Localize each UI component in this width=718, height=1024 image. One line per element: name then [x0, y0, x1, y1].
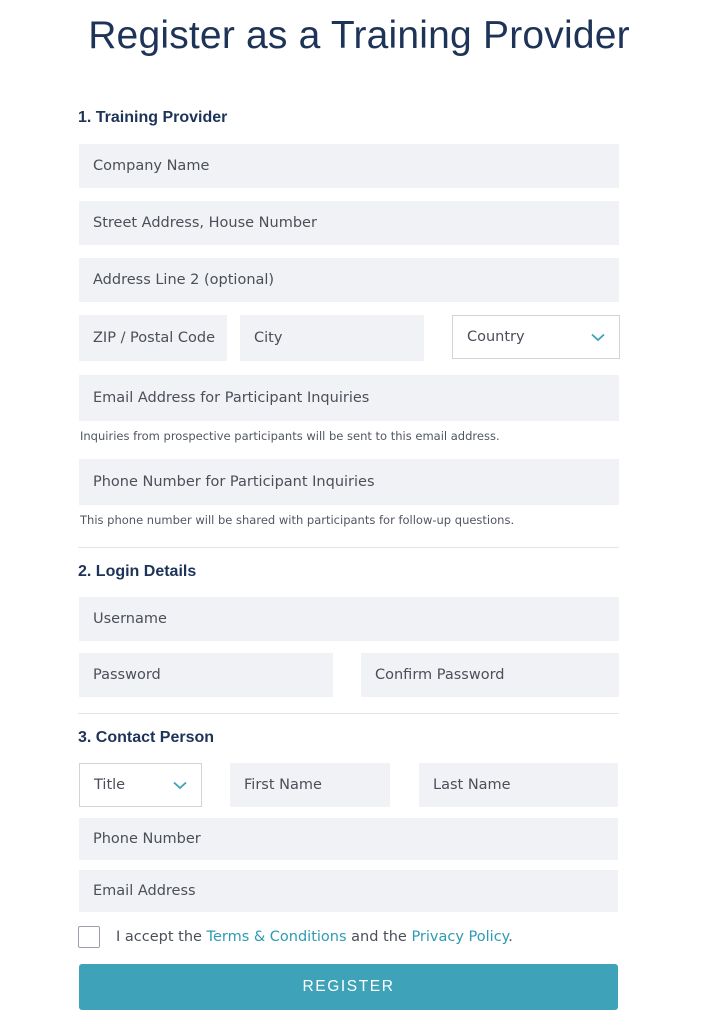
confirm-password-placeholder: Confirm Password [375, 667, 505, 683]
contact-email-input[interactable] [79, 870, 618, 912]
contact-phone-placeholder: Phone Number [93, 831, 201, 847]
section-heading-training-provider: 1. Training Provider [78, 109, 228, 126]
inquiry-phone-input[interactable] [79, 459, 619, 505]
consent-text [116, 929, 513, 945]
company-name-input[interactable] [79, 144, 619, 188]
accept-terms-checkbox[interactable] [78, 926, 100, 948]
address-line-2-placeholder: Address Line 2 (optional) [93, 272, 275, 288]
confirm-password-input[interactable] [361, 653, 619, 697]
chevron-down-icon [591, 330, 605, 344]
inquiry-email-placeholder: Email Address for Participant Inquiries [93, 390, 370, 406]
zip-code-placeholder: ZIP / Postal Code [93, 330, 216, 346]
city-placeholder: City [254, 330, 283, 346]
contact-phone-input[interactable] [79, 818, 618, 860]
inquiry-phone-help-text: This phone number will be shared with participants for follow-up questions. [80, 513, 515, 527]
page-title: Register as a Training Provider [88, 14, 630, 57]
title-select[interactable] [79, 763, 202, 807]
username-input[interactable] [79, 597, 619, 641]
consent-prefix: I accept the [116, 929, 202, 945]
section-heading-contact-person: 3. Contact Person [78, 729, 215, 746]
chevron-down-icon [173, 778, 187, 792]
last-name-input[interactable] [419, 763, 618, 807]
consent-middle: and the [351, 929, 407, 945]
consent-suffix: . [508, 929, 513, 945]
first-name-input[interactable] [230, 763, 390, 807]
zip-code-input[interactable] [79, 315, 227, 361]
privacy-policy-link[interactable]: Privacy Policy [411, 929, 509, 945]
username-placeholder: Username [93, 611, 167, 627]
terms-link[interactable]: Terms & Conditions [206, 929, 347, 945]
section-divider [78, 713, 619, 714]
inquiry-email-input[interactable] [79, 375, 619, 421]
register-button[interactable]: REGISTER [79, 964, 618, 1010]
title-select-value: Title [94, 777, 126, 793]
street-address-input[interactable] [79, 201, 619, 245]
street-address-placeholder: Street Address, House Number [93, 215, 317, 231]
city-input[interactable] [240, 315, 424, 361]
first-name-placeholder: First Name [244, 777, 322, 793]
password-placeholder: Password [93, 667, 161, 683]
section-divider [78, 547, 619, 548]
password-input[interactable] [79, 653, 333, 697]
last-name-placeholder: Last Name [433, 777, 511, 793]
address-line-2-input[interactable] [79, 258, 619, 302]
country-select[interactable] [452, 315, 620, 359]
section-heading-login-details: 2. Login Details [78, 563, 197, 580]
country-select-value: Country [467, 329, 525, 345]
company-name-placeholder: Company Name [93, 158, 210, 174]
contact-email-placeholder: Email Address [93, 883, 196, 899]
inquiry-phone-placeholder: Phone Number for Participant Inquiries [93, 474, 375, 490]
inquiry-email-help-text: Inquiries from prospective participants will be sent to this email address. [80, 429, 500, 443]
